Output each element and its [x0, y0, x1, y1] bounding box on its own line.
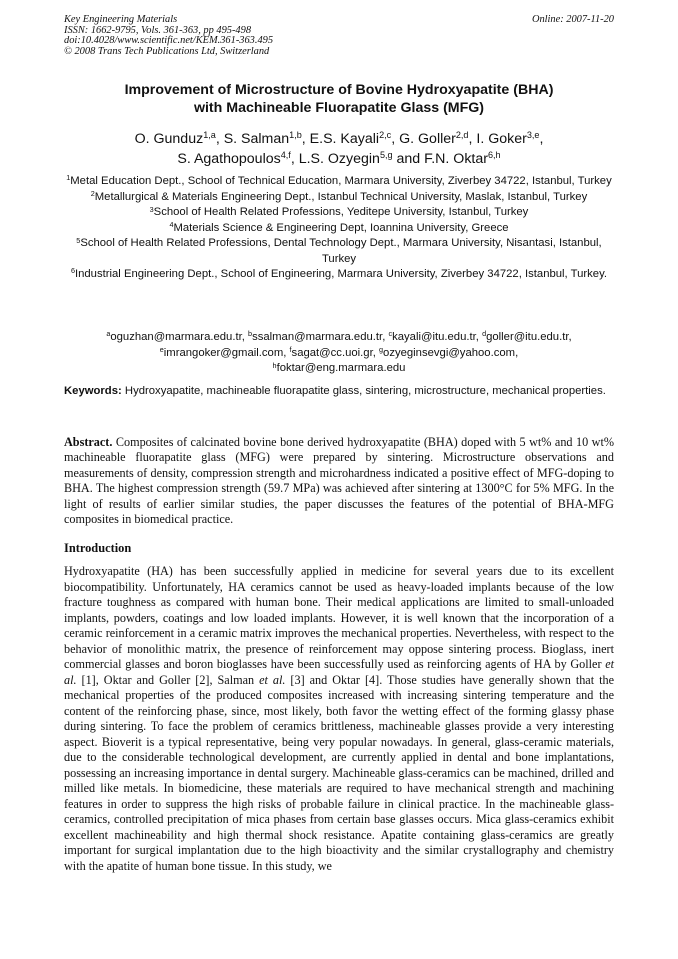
title-line-1: Improvement of Microstructure of Bovine Hydroxyapatite (BHA)	[124, 82, 554, 98]
author-affil-sup: 2,c	[379, 130, 392, 141]
email-link[interactable]: ozyeginsevgi@yahoo.com	[383, 346, 516, 359]
intro-text-part: [3] and Oktar [4]. Those studies have generally shown that the mechanical properties of the produced composites increased with increasing sintering temperature and the content of the reinforcing phase, since, most likely, both favor the wetting effect of the forming glassy phase during sintering. To face the problem of ceramics brittleness, machineable glasses provide a very interesting aspect. Bioverit is a typical representative, being very popular nowadays. In general, glass-ceramic materials, due to the considerable technological development, are currently applied in dental and bone implantations, possessing an increasing importance in dental surgery. Machineable glass-ceramics can be machined, drilled and milled like metals. In biomedicine, these materials are required to have mechanical strength and machining features in order to suppress the high risks of probable failure in clinical practice. In the machineable glass-ceramics, controlled precipitation of mica phases from certain base glasses occurs. Mica glass-ceramics exhibit excellent machineability and high thermal shock resistance. Apatite containing glass-ceramics are greatly important for surgical implantation due to the high bioactivity and the similar crystallography and chemistry with the apatite of human bone tissue. In this study, we	[64, 672, 614, 873]
intro-text-part: Hydroxyapatite (HA) has been successfully applied in medicine for several years due to its excellent biocompatibility. Unfortunately, HA ceramics cannot be used as heavy-loaded implants because of the low fracture toughness as compared with human bone. Their medical applications are limited to small-unloaded implants, powders, coatings and low loaded implants. However, it is well known that the incorporation of a ceramic reinforcement in a ceramic matrix improves the mechanical properties. Nevertheless, with respect to the behavior of monolithic matrix, the presence of reinforcement may oppose sintering process. Bioglass, inert commercial glasses and boron bioglasses have been successfully used as reinforcing agents of HA by Goller	[64, 564, 614, 671]
title-line-2: with Machineable Fluorapatite Glass (MFG)	[193, 100, 485, 116]
copyright-line: © 2008 Trans Tech Publications Ltd, Switzerland	[64, 45, 270, 57]
abstract-text: Composites of calcinated bovine bone derived hydroxyapatite (BHA) doped with 5 wt% and 10 wt% machineable fluorapatite glass (MFG) were prepared by sintering. Microstructure observations and measurements of density, compression strength and microhardness indicated a positive effect of MFG-doping to BHA. The highest compression strength (59.7 MPa) was achieved after sintering at 1300°C for 5% MFG. In the light of results of earlier similar studies, the paper discusses the features of the potential of BHA-MFG composites in biomedical practice.	[64, 435, 615, 527]
journal-header	[64, 15, 273, 57]
email-sup: e	[159, 344, 164, 354]
affiliation-text: School of Health Related Professions, Dental Technology Dept., Marmara University, Nisantasi, Istanbul, Turkey	[80, 237, 602, 265]
affiliation-text: Metal Education Dept., School of Technical Education, Marmara University, Ziverbey 34722, Istanbul, Turkey	[70, 175, 612, 187]
affiliation-item	[60, 190, 618, 206]
author-affil-sup: 2,d	[455, 130, 469, 141]
author-affil-sup: 1,b	[289, 130, 302, 141]
affiliation-item	[60, 236, 618, 266]
affiliation-number: 3	[149, 204, 154, 214]
author-affil-sup: 3,e	[526, 130, 540, 141]
email-sup: g	[379, 344, 384, 354]
keywords-text: Hydroxyapatite, machineable fluorapatite glass, sintering, microstructure, mechanical properties.	[124, 385, 606, 397]
affiliation-text: Industrial Engineering Dept., School of Engineering, Marmara University, Ziverbey 34722, Istanbul, Turkey.	[74, 267, 608, 280]
affiliation-number: 1	[66, 173, 71, 183]
affiliation-item	[60, 205, 618, 221]
email-sup: h	[272, 360, 277, 370]
email-link[interactable]: goller@itu.edu.tr	[486, 331, 569, 343]
author-affil-sup: 4,f	[280, 150, 291, 161]
abstract-label: Abstract.	[64, 435, 113, 449]
affiliation-number: 5	[76, 235, 81, 245]
author-line-1: O. Gunduz$^{1,a}$, S. Salman$^{1,b}$, E.S. Kayali$^{2,c}$, G. Goller$^{2,d}$, I. Goker$^{3,e}$,	[134, 130, 544, 147]
journal-name: Key Engineering Materials	[64, 14, 178, 25]
affiliation-number: 4	[169, 220, 174, 230]
author-name: G. Goller	[399, 131, 456, 147]
author-affil-sup: 1,a	[203, 130, 216, 141]
keywords-label: Keywords:	[64, 385, 122, 397]
et-al: et al.	[259, 672, 286, 687]
email-link[interactable]: foktar@eng.marmara.edu	[276, 362, 406, 375]
author-line-2: S. Agathopoulos$^{4,f}$, L.S. Ozyegin$^{5,g}$ and F.N. Oktar$^{6,h}$	[177, 150, 501, 167]
paper-title	[40, 81, 638, 117]
affiliation-text: Materials Science & Engineering Dept, Ioannina University, Greece	[173, 221, 509, 234]
affiliation-item	[60, 267, 618, 283]
email-link[interactable]: ssalman@marmara.edu.tr	[252, 331, 383, 343]
affiliation-number: 2	[90, 188, 95, 198]
author-list	[40, 130, 638, 170]
abstract-section	[64, 435, 614, 527]
author-name: I. Goker	[476, 131, 527, 147]
affiliation-text: School of Health Related Professions, Yeditepe University, Istanbul, Turkey	[153, 206, 529, 219]
issn-line: ISSN: 1662-9795, Vols. 361-363, pp 495-498	[64, 24, 252, 36]
et-al: et al.	[64, 657, 614, 687]
email-link[interactable]: sagat@cc.uoi.gr	[291, 346, 373, 359]
email-link[interactable]: oguzhan@marmara.edu.tr	[110, 331, 242, 343]
email-line-2: $^e$imrangoker@gmail.com, $^f$sagat@cc.uoi.gr, $^g$ozyeginsevgi@yahoo.com,	[159, 344, 519, 359]
affiliation-item	[60, 221, 618, 237]
keywords-section	[64, 384, 614, 399]
affiliation-number: 6	[70, 265, 75, 275]
author-name: F.N. Oktar	[424, 151, 488, 167]
author-name: S. Salman	[223, 131, 290, 147]
email-list	[60, 330, 618, 377]
introduction-heading: Introduction	[64, 541, 132, 555]
author-affil-sup: 5,g	[379, 150, 393, 161]
affiliation-list	[60, 174, 618, 282]
author-name: O. Gunduz	[134, 131, 204, 147]
affiliation-item	[60, 174, 618, 190]
email-sup: a	[106, 329, 111, 339]
affiliation-text: Metallurgical & Materials Engineering Dept., Istanbul Technical University, Maslak, Istanbul, Turkey	[94, 190, 588, 203]
author-name: L.S. Ozyegin	[298, 151, 380, 167]
email-line-1: $^a$oguzhan@marmara.edu.tr, $^b$ssalman@marmara.edu.tr, $^c$kayali@itu.edu.tr, $^d$goller@itu.edu.tr,	[106, 329, 572, 343]
online-date: Online: 2007-11-20	[531, 14, 614, 25]
email-sup: c	[388, 329, 393, 339]
introduction-body	[64, 564, 614, 874]
intro-text-part: [1], Oktar and Goller [2], Salman	[76, 672, 260, 687]
email-link[interactable]: imrangoker@gmail.com	[163, 346, 284, 359]
author-affil-sup: 6,h	[487, 150, 501, 161]
author-name: S. Agathopoulos	[177, 151, 281, 167]
email-sup: d	[482, 329, 487, 339]
author-name: E.S. Kayali	[309, 131, 380, 147]
email-sup: b	[248, 329, 253, 339]
email-line-3	[60, 361, 618, 377]
email-sup: f	[289, 344, 292, 354]
doi-line: doi:10.4028/www.scientific.net/KEM.361-363.495	[64, 35, 274, 47]
email-link[interactable]: kayali@itu.edu.tr	[392, 331, 476, 343]
